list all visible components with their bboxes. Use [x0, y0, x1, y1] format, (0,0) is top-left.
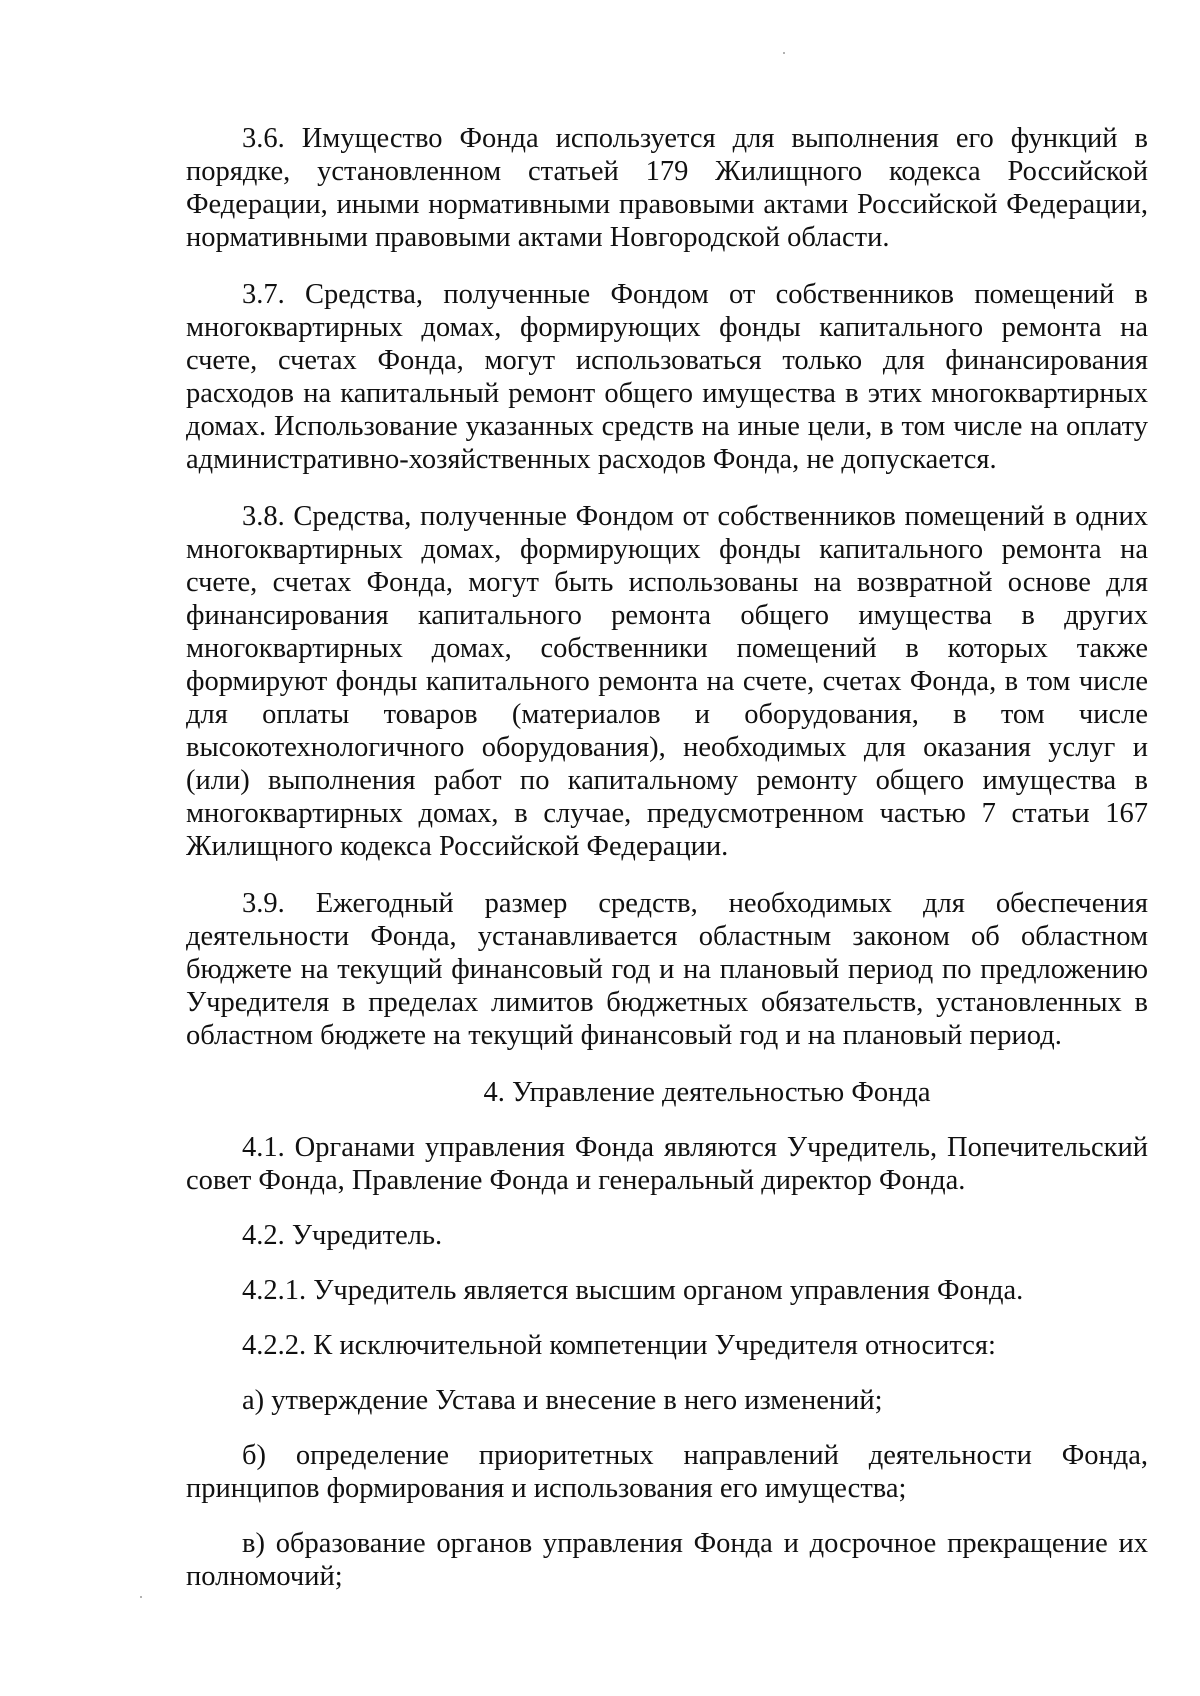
paragraph-3-6: 3.6. Имущество Фонда используется для выполнения его функций в порядке, установленном статьей 179 Жилищного кодекса Российской Федерации, иными нормативными правовыми актами Российской Федерации, нормативными правовыми актами Новгородской области. — [186, 123, 1148, 253]
paragraph-4-2: 4.2. Учредитель. — [242, 1220, 443, 1251]
list-item-a: а) утверждение Устава и внесение в него изменений; — [242, 1385, 883, 1416]
paragraph-3-7: 3.7. Средства, полученные Фондом от собственников помещений в многоквартирных домах, формирующих фонды капитального ремонта на счете, счетах Фонда, могут использоваться только для финансирования расходов на капитальный ремонт общего имущества в этих многоквартирных домах. Использование указанных средств на иные цели, в том числе на оплату административно-хозяйственных расходов Фонда, не допускается. — [186, 279, 1148, 475]
paragraph-4-2-1: 4.2.1. Учредитель является высшим органом управления Фонда. — [242, 1275, 1024, 1306]
paragraph-3-8: 3.8. Средства, полученные Фондом от собственников помещений в одних многоквартирных домах, формирующих фонды капитального ремонта на счете, счетах Фонда, могут быть использованы на возвратной основе для финансирования капитального ремонта общего имущества в других многоквартирных домах, собственники помещений в которых также формируют фонды капитального ремонта на счете, счетах Фонда, в том числе для оплаты товаров (материалов и оборудования, в том числе высокотехнологичного оборудования), необходимых для оказания услуг и (или) выполнения работ по капитальному ремонту общего имущества в многоквартирных домах, в случае, предусмотренном частью 7 статьи 167 Жилищного кодекса Российской Федерации. — [186, 501, 1148, 862]
section-heading: 4. Управление деятельностью Фонда — [483, 1077, 931, 1108]
document-body — [186, 122, 1148, 1593]
paragraph-3-9: 3.9. Ежегодный размер средств, необходимых для обеспечения деятельности Фонда, устанавливается областным законом об областном бюджете на текущий финансовый год и на плановый период по предложению Учредителя в пределах лимитов бюджетных обязательств, установленных в областном бюджете на текущий финансовый год и на плановый период. — [186, 888, 1148, 1051]
paragraph-4-1: 4.1. Органами управления Фонда являются Учредитель, Попечительский совет Фонда, Правление Фонда и генеральный директор Фонда. — [186, 1132, 1148, 1196]
list-item-b: б) определение приоритетных направлений деятельности Фонда, принципов формирования и использования его имущества; — [186, 1440, 1148, 1504]
scan-speck — [140, 1596, 142, 1598]
scan-speck — [783, 52, 785, 54]
list-item-v: в) образование органов управления Фонда и досрочное прекращение их полномочий; — [186, 1528, 1148, 1592]
paragraph-4-2-2: 4.2.2. К исключительной компетенции Учредителя относится: — [242, 1330, 996, 1361]
